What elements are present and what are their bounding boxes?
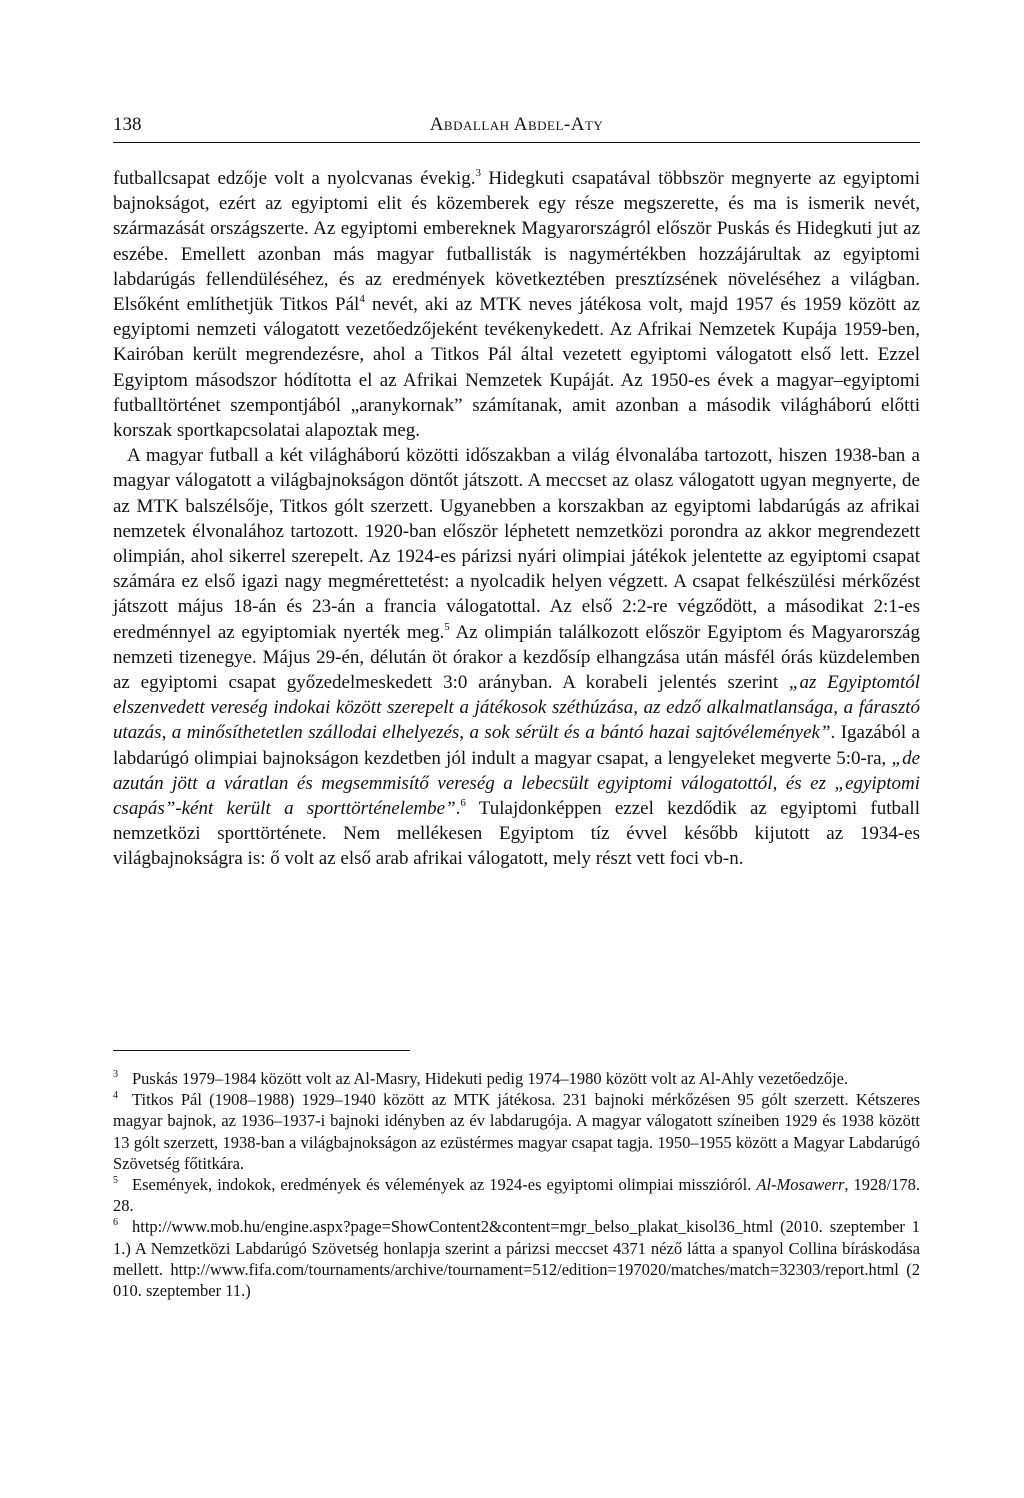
footnote-text-3: Puskás 1979–1984 között volt az Al-Masry, Hidekuti pedig 1974–1980 között volt az Al-Ahly vezetőedzője.: [132, 1069, 849, 1088]
footnote-text-5: Események, indokok, eredmények és vélemények az 1924-es egyiptomi olimpiai misszióról.: [132, 1175, 757, 1195]
footnote-3: [113, 1068, 920, 1089]
footnote-number-4: 4: [113, 1090, 118, 1102]
paragraph-2-part-2: Az olimpián találkozott először Egyiptom és Magyarország nemzeti tizenegye. Május 29-én, délután öt órakor a kezdősíp elhangzása után másfél órás küzdelemben az egyiptomi csapat győzedelmeskedett 3:0 arányban. A korabeli jelentés szerint: [113, 621, 920, 694]
footnote-number-3: 3: [113, 1069, 118, 1080]
paragraph-1: [113, 166, 920, 443]
running-title-author: Abdallah Abdel-Aty: [429, 114, 604, 135]
footnote-ref-6: 6: [460, 797, 466, 810]
footnote-text-4: Titkos Pál (1908–1988) 1929–1940 között az MTK játékosa. 231 bajnoki mérkőzésen 95 gólt szerzett. Kétszeres magyar bajnok, az 1936–1937-i bajnoki idényben az év labdarugója. A magyar válogatott színeiben 1929 és 1938 között 13 gólt szerzett, 1938-ban a világbajnokságon az ezüstérmes magyar csapat tagja. 1950–1955 között a Magyar Labdarúgó Szövetség főtitkára.: [113, 1090, 920, 1173]
footnote-ref-3: 3: [475, 167, 481, 179]
footnote-5-source: Al-Mosawerr: [756, 1175, 845, 1195]
footnote-ref-4: 4: [359, 293, 365, 306]
footnote-4: [113, 1089, 920, 1174]
paragraph-1-part-2: Hidegkuti csapatával többször megnyerte az egyiptomi bajnokságot, ezért az egyiptomi elit és közemberek egy része megszerette, és ma is ismerik nevét, származását országszerte. Az egyiptomi embereknek Magyarországról először Puskás és Hidegkuti jut az eszébe. Emellett azonban más magyar futballisták is nagymértékben hozzájárultak az egyiptomi labdarúgás fellendüléséhez, és az eredmények következtében presztízsének növeléséhez a világban. Elsőként említhetjük Titkos Pál: [113, 168, 920, 316]
paragraph-2-part-1: A magyar futball a két világháború közötti időszakban a világ élvonalába tartozott, hiszen 1938-ban a magyar válogatott a világbajnokságon döntőt játszott. A meccset az olasz válogatott ugyan megnyerte, de az MTK balszélsője, Titkos gólt szerzett. Ugyanebben a korszakban az egyiptomi labdarúgás az afrikai nemzetek élvonalához tartozott. 1920-ban először léphetett nemzetközi porondra az akkor megrendezett olimpián, ahol sikerrel szerepelt. Az 1924-es párizsi nyári olimpiai játékok jelentette az egyiptomi csapat számára ez első igazi nagy megmérettetést: a nyolcadik helyen végzett. A csapat felkészülési mérkőzést játszott május 18-án és 23-án a francia válogatottal. Az első 2:2-re végződött, a másodikat 2:1-es eredménnyel az egyiptomiak nyerték meg.: [113, 445, 920, 643]
quote-report: „az Egyiptomtól elszenvedett vereség indokai között szerepelt a játékosok széthúzása, az edző alkalmatlansága, a fárasztó utazás, a minősíthetetlen szállodai elhelyezés, a sok sérült és a bántó hazai sajtóvélemények”: [113, 672, 920, 744]
footnotes: [113, 1068, 920, 1301]
paragraph-2-part-3: . Igazából a labdarúgó olimpiai bajnokságon kezdetben jól indult a magyar csapat, a lengyeleket megverte 5:0-ra,: [113, 722, 920, 769]
page-number: 138: [113, 114, 142, 135]
footnote-number-6: 6: [113, 1217, 118, 1229]
quote-egyptian-blow: „de azután jött a váratlan és megsemmisítő vereség a lebecsült egyiptomi válogatottól, és ez „egyiptomi csapás”-ként került a sporttörténelembe”: [113, 747, 920, 820]
running-head: [113, 112, 920, 143]
main-text: [113, 166, 920, 872]
paragraph-1-part-1: futballcsapat edzője volt a nyolcvanas évekig.: [113, 168, 476, 189]
footnote-text-6: http://www.mob.hu/engine.aspx?page=ShowContent2&content=mgr_belso_plakat_kisol36_html (2010. szeptember 11.) A Nemzetközi Labdarúgó Szövetség honlapja szerint a párizsi meccset 4371 néző látta a spanyol Collina bíráskodása mellett. http://www.fifa.com/tournaments/archive/tournament=512/edition=197020/matches/match=32303/report.html (2010. szeptember 11.): [113, 1217, 920, 1301]
paragraph-2-part-5: Tulajdonképpen ezzel kezdődik az egyiptomi futball nemzetközi sporttörténete. Nem mellékesen Egyiptom tíz évvel később kijutott az 1934-es világbajnokságra is: ő volt az első arab afrikai válogatott, mely részt vett foci vb-n.: [113, 798, 920, 870]
footnote-6: [113, 1216, 920, 1301]
footnote-5-source-rest: , 1928/178. 28.: [113, 1175, 920, 1216]
footnote-separator: [113, 1050, 410, 1051]
paragraph-1-part-3: nevét, aki az MTK neves játékosa volt, majd 1957 és 1959 között az egyiptomi nemzeti válogatott vezetőedzőjeként tevékenykedett. Az Afrikai Nemzetek Kupája 1959-ben, Kairóban került megrendezésre, ahol a Titkos Pál által vezetett egyiptomi válogatott első lett. Ezzel Egyiptom másodszor hódította el az Afrikai Nemzetek Kupáját. Az 1950-es évek a magyar–egyiptomi futballtörténet szempontjából „aranykornak” számítanak, amit azonban a második világháború előtti korszak sportkapcsolatai alapoztak meg.: [113, 294, 920, 442]
footnote-5: [113, 1174, 920, 1216]
paragraph-2-part-4: .: [455, 798, 461, 820]
footnote-ref-5: 5: [444, 620, 450, 633]
paragraph-2: [113, 443, 920, 871]
footnote-number-5: 5: [113, 1175, 118, 1187]
